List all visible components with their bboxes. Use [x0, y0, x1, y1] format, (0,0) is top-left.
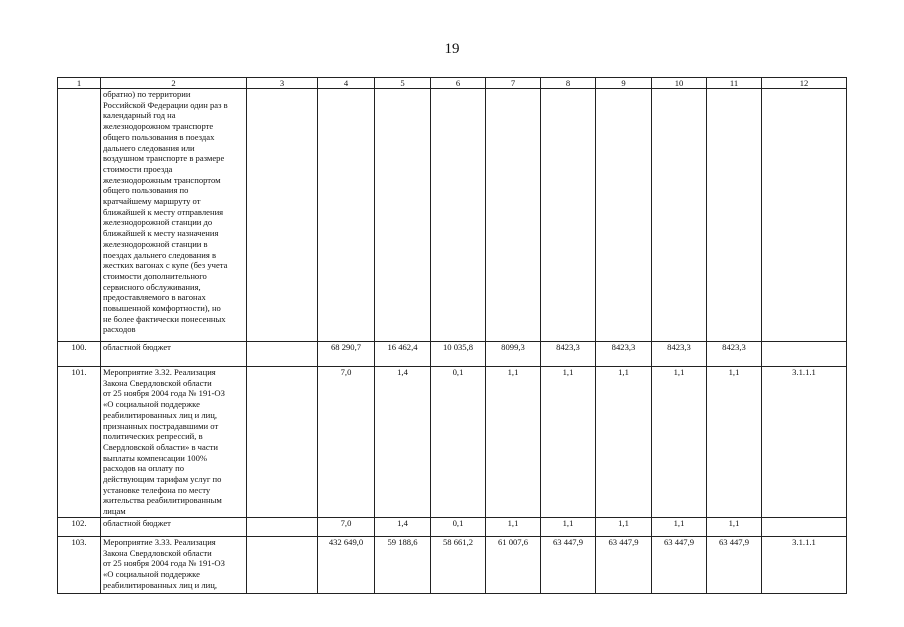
cell-total: 68 290,7: [318, 342, 375, 367]
cell-year: 61 007,6: [486, 536, 541, 593]
row-number: 100.: [58, 342, 101, 367]
table-row: [58, 517, 847, 536]
cell-col3: [247, 536, 318, 593]
cell-year: 8423,3: [541, 342, 596, 367]
cell-year: [596, 89, 652, 342]
cell-year: 1,1: [541, 517, 596, 536]
column-header: 10: [652, 78, 707, 89]
item-description: областной бюджет: [101, 517, 247, 536]
cell-year: 1,1: [652, 517, 707, 536]
row-number: [58, 89, 101, 342]
cell-year: 63 447,9: [541, 536, 596, 593]
column-header: 11: [707, 78, 762, 89]
table-row: [58, 367, 847, 518]
cell-year: 10 035,8: [431, 342, 486, 367]
cell-year: 1,4: [375, 517, 431, 536]
column-header: 6: [431, 78, 486, 89]
cell-total: 432 649,0: [318, 536, 375, 593]
cell-year: [375, 89, 431, 342]
cell-col3: [247, 517, 318, 536]
cell-year: 63 447,9: [596, 536, 652, 593]
cell-year: 0,1: [431, 367, 486, 518]
cell-year: 1,1: [596, 367, 652, 518]
table-row: [58, 342, 847, 367]
cell-target-code: [762, 89, 847, 342]
item-description: Мероприятие 3.32. Реализация Закона Свердловской области от 25 ноября 2004 года № 191-ОЗ «О социальной поддержке реабилитированных лиц и лиц, признанных пострадавшими от политических репрессий, в Свердловской области» в части выплаты компенсации 100% расходов на оплату по действующим тарифам услуг по установке телефона по месту жительства реабилитированным лицам: [101, 367, 247, 518]
cell-year: [541, 89, 596, 342]
column-header: 1: [58, 78, 101, 89]
row-number: 103.: [58, 536, 101, 593]
item-description: обратно) по территории Российской Федерации один раз в календарный год на железнодорожном транспорте общего пользования в поездах дальнего следования или воздушном транспорте в размере стоимости проезда железнодорожным транспортом общего пользования по кратчайшему маршруту от ближайшей к месту отправления железнодорожной станции до ближайшей к месту назначения железнодорожной станции в поездах дальнего следования в жестких вагонах с купе (без учета стоимости дополнительного сервисного обслуживания, предоставляемого в вагонах повышенной комфортности), но не более фактически понесенных расходов: [101, 89, 247, 342]
column-header: 3: [247, 78, 318, 89]
cell-year: 59 188,6: [375, 536, 431, 593]
cell-year: 1,1: [596, 517, 652, 536]
cell-col3: [247, 367, 318, 518]
cell-total: [318, 89, 375, 342]
cell-target-code: [762, 342, 847, 367]
cell-year: 1,1: [707, 367, 762, 518]
cell-year: 1,4: [375, 367, 431, 518]
column-header: 4: [318, 78, 375, 89]
cell-year: 8099,3: [486, 342, 541, 367]
cell-year: 58 661,2: [431, 536, 486, 593]
cell-total: 7,0: [318, 517, 375, 536]
cell-year: 1,1: [541, 367, 596, 518]
cell-year: 1,1: [486, 367, 541, 518]
cell-year: 0,1: [431, 517, 486, 536]
row-number: 101.: [58, 367, 101, 518]
cell-year: 1,1: [652, 367, 707, 518]
table-row: [58, 89, 847, 342]
budget-table: [57, 77, 847, 594]
cell-year: 16 462,4: [375, 342, 431, 367]
cell-year: 63 447,9: [652, 536, 707, 593]
cell-year: 8423,3: [707, 342, 762, 367]
column-header: 7: [486, 78, 541, 89]
cell-year: 63 447,9: [707, 536, 762, 593]
item-description: областной бюджет: [101, 342, 247, 367]
table-row: [58, 536, 847, 593]
column-header: 5: [375, 78, 431, 89]
table-header-row: [58, 78, 847, 89]
cell-year: 8423,3: [652, 342, 707, 367]
cell-target-code: [762, 517, 847, 536]
cell-year: 1,1: [486, 517, 541, 536]
column-header: 12: [762, 78, 847, 89]
page-number: 19: [444, 41, 460, 57]
cell-year: [707, 89, 762, 342]
cell-col3: [247, 342, 318, 367]
cell-year: [652, 89, 707, 342]
cell-col3: [247, 89, 318, 342]
row-number: 102.: [58, 517, 101, 536]
cell-target-code: 3.1.1.1: [762, 536, 847, 593]
cell-year: [431, 89, 486, 342]
cell-total: 7,0: [318, 367, 375, 518]
cell-target-code: 3.1.1.1: [762, 367, 847, 518]
cell-year: 1,1: [707, 517, 762, 536]
column-header: 8: [541, 78, 596, 89]
column-header: 9: [596, 78, 652, 89]
item-description: Мероприятие 3.33. Реализация Закона Свердловской области от 25 ноября 2004 года № 191-ОЗ «О социальной поддержке реабилитированных лиц и лиц,: [101, 536, 247, 593]
column-header: 2: [101, 78, 247, 89]
cell-year: [486, 89, 541, 342]
cell-year: 8423,3: [596, 342, 652, 367]
